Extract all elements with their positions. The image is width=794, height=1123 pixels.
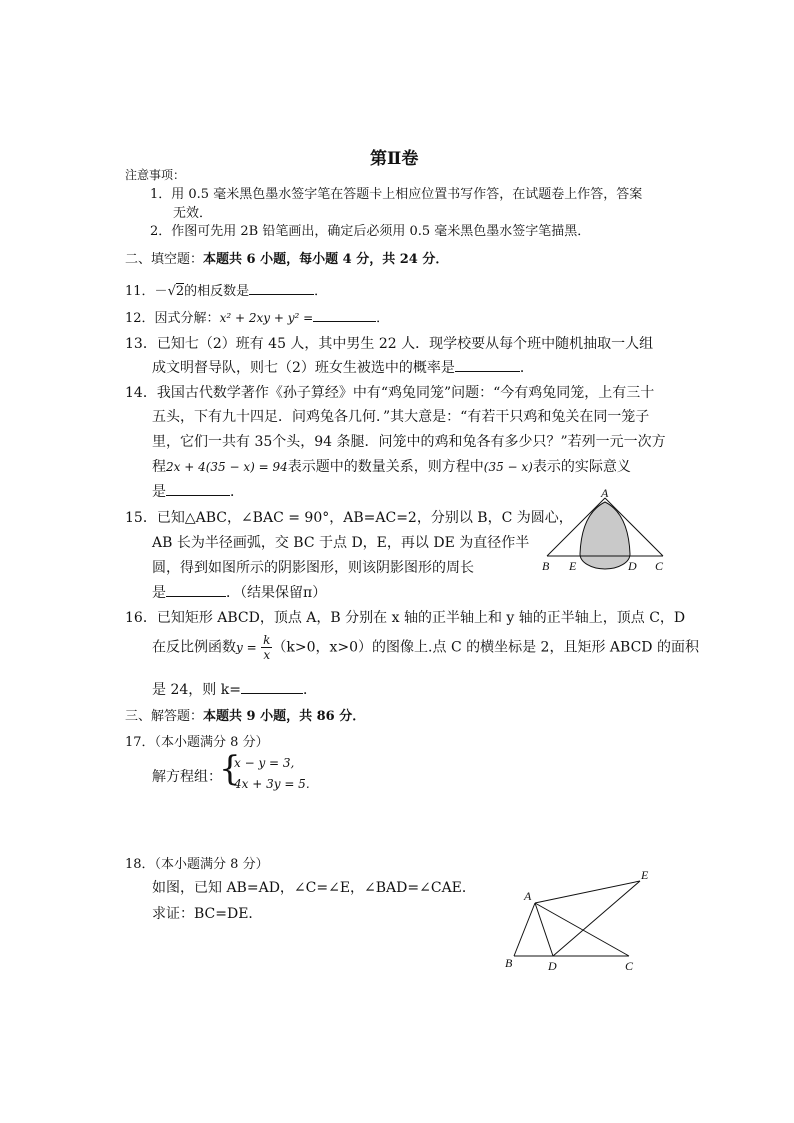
q11-minus: －	[154, 284, 168, 299]
q16-denominator: x	[263, 648, 271, 662]
q14-expression: (35 − x)	[483, 460, 533, 474]
q18-label-c: C	[625, 959, 634, 973]
q15-label-b: B	[542, 559, 550, 573]
q17-equation-1	[234, 756, 294, 770]
q16-answer-blank[interactable]	[241, 679, 303, 694]
q16-line-2	[152, 633, 699, 662]
q18-heading: 18．（本小题满分 8 分）	[125, 857, 269, 872]
q18-label-d: D	[548, 959, 557, 973]
q14-line-1: 14．我国古代数学著作《孙子算经》中有“鸡兔同笼”问题：“今有鸡兔同笼，上有三十	[125, 385, 655, 401]
q17-eq1-text: x − y = 3,	[234, 756, 295, 770]
section-2-desc: 本题共 6 小题，每小题 4 分，共 24 分．	[203, 252, 449, 267]
q16-end: ．	[302, 682, 317, 698]
q14-equation: 2x + 4(35 − x) = 94	[166, 460, 288, 474]
q14-l5: 是	[152, 484, 166, 500]
q15-label-e: E	[569, 559, 577, 573]
q14-line-3: 里，它们一共有 35个头，94 条腿．问笼中的鸡和兔各有多少只？”若列一元一次方	[152, 434, 666, 450]
q14-l4-c: 表示的实际意义	[532, 459, 631, 475]
section-2-heading	[125, 248, 448, 267]
q18-segment-ae	[535, 881, 640, 903]
q12-expression: x² + 2xy + y² =	[219, 311, 314, 325]
q15-label-c: C	[655, 559, 664, 573]
section-3-prefix: 三、解答题：	[125, 709, 204, 724]
q13-text: 成文明督导队，则七（2）班女生被选中的概率是	[152, 360, 455, 376]
q17-equation-2	[234, 777, 310, 791]
question-11	[125, 280, 327, 299]
q18-segment-ad	[535, 903, 553, 956]
note-item-2: 2．作图可先用 2B 铅笔画出，确定后必须用 0.5 毫米黑色墨水签字笔描黑．	[150, 224, 591, 239]
q17-eq2-text: 4x + 3y = 5.	[234, 777, 310, 791]
q12-end: ．	[376, 311, 390, 326]
q11-text: 的相反数是	[184, 284, 250, 299]
q13-line-1: 13．已知七（2）班有 45 人，其中男生 22 人．现学校要从每个班中随机抽取一人组	[125, 336, 654, 352]
q16-line-1: 16．已知矩形 ABCD，顶点 A，B 分别在 x 轴的正半轴上和 y 轴的正半轴上，顶点 C，D	[125, 610, 686, 626]
q18-segment-de	[553, 881, 640, 956]
q18-label-e: E	[641, 868, 649, 882]
notes-heading: 注意事项：	[125, 168, 186, 182]
q15-label-d: D	[628, 559, 637, 573]
q14-l4-b: 表示题中的数量关系，则方程中	[287, 459, 484, 475]
q12-number: 12．	[125, 311, 155, 326]
q15-line-2: AB 长为半径画弧，交 BC 于点 D，E，再以 DE 为直径作半	[152, 535, 530, 551]
q14-answer-blank[interactable]	[166, 481, 230, 496]
q15-answer-blank[interactable]	[166, 582, 226, 597]
section-3-desc: 本题共 9 小题，共 86 分．	[203, 709, 366, 724]
q11-end: ．	[314, 284, 328, 299]
q16-l2-a: 在反比例函数	[152, 639, 236, 656]
note-item-1: 1．用 0.5 毫米黑色墨水签字笔在答题卡上相应位置书写作答，在试题卷上作答，答案	[150, 187, 643, 202]
q15-line-4	[152, 582, 326, 602]
q15-line-1: 15．已知△ABC，∠BAC = 90°，AB=AC=2，分别以 B，C 为圆心，	[125, 510, 573, 526]
q11-sqrt-sign: √	[167, 284, 176, 299]
q15-label-a: A	[601, 488, 609, 500]
q13-line-2	[152, 357, 534, 377]
q17-prompt: 解方程组：	[152, 769, 222, 785]
note-item-1-cont: 无效．	[173, 206, 213, 221]
q15-l4-a: 是	[152, 585, 166, 601]
q12-answer-blank[interactable]	[313, 307, 376, 322]
q16-l2-b: （k>0，x>0）的图像上.点 C 的横坐标是 2，且矩形 ABCD 的面积	[272, 639, 699, 656]
q18-label-b: B	[505, 956, 513, 970]
q17-brace: {	[219, 749, 241, 789]
section-2-prefix: 二、填空题：	[125, 252, 204, 267]
q16-numerator: k	[263, 633, 271, 647]
q16-l3-a: 是 24，则 k=	[152, 682, 241, 698]
q12-text: 因式分解：	[154, 311, 220, 326]
q11-radicand: 2	[175, 284, 185, 299]
q14-l4-a: 程	[152, 459, 166, 475]
q14-end: ．	[230, 484, 244, 500]
section-3-heading	[125, 705, 365, 724]
q18-segment-ac	[535, 903, 629, 956]
q15-line-3: 圆，得到如图所示的阴影图形，则该阴影图形的周长	[152, 560, 474, 576]
q15-l4-b: ．（结果保留π）	[226, 585, 327, 601]
q16-fraction	[261, 633, 272, 662]
question-12	[125, 307, 389, 326]
q17-heading: 17．（本小题满分 8 分）	[125, 735, 269, 750]
q11-answer-blank[interactable]	[249, 280, 314, 295]
q15-shaded-region	[580, 502, 630, 569]
q16-y-equals: y =	[236, 640, 257, 655]
q18-segment-ab	[514, 903, 535, 956]
q14-line-4	[152, 456, 631, 476]
q11-number: 11．	[125, 284, 155, 299]
q18-line-2: 求证：BC=DE．	[152, 906, 263, 922]
q16-line-3	[152, 679, 317, 699]
q18-line-1: 如图，已知 AB=AD，∠C=∠E，∠BAD=∠CAE．	[152, 880, 476, 896]
page-title: 第Ⅱ卷	[370, 149, 419, 169]
q15-figure	[535, 488, 675, 580]
q13-end: ．	[519, 360, 534, 376]
q14-line-2: 五头，下有九十四足．问鸡兔各几何．”其大意是：“有若干只鸡和兔关在同一笼子	[152, 409, 650, 425]
q14-line-5	[152, 481, 244, 501]
q13-answer-blank[interactable]	[455, 357, 520, 372]
q18-figure	[495, 866, 665, 976]
q18-label-a: A	[524, 889, 532, 903]
